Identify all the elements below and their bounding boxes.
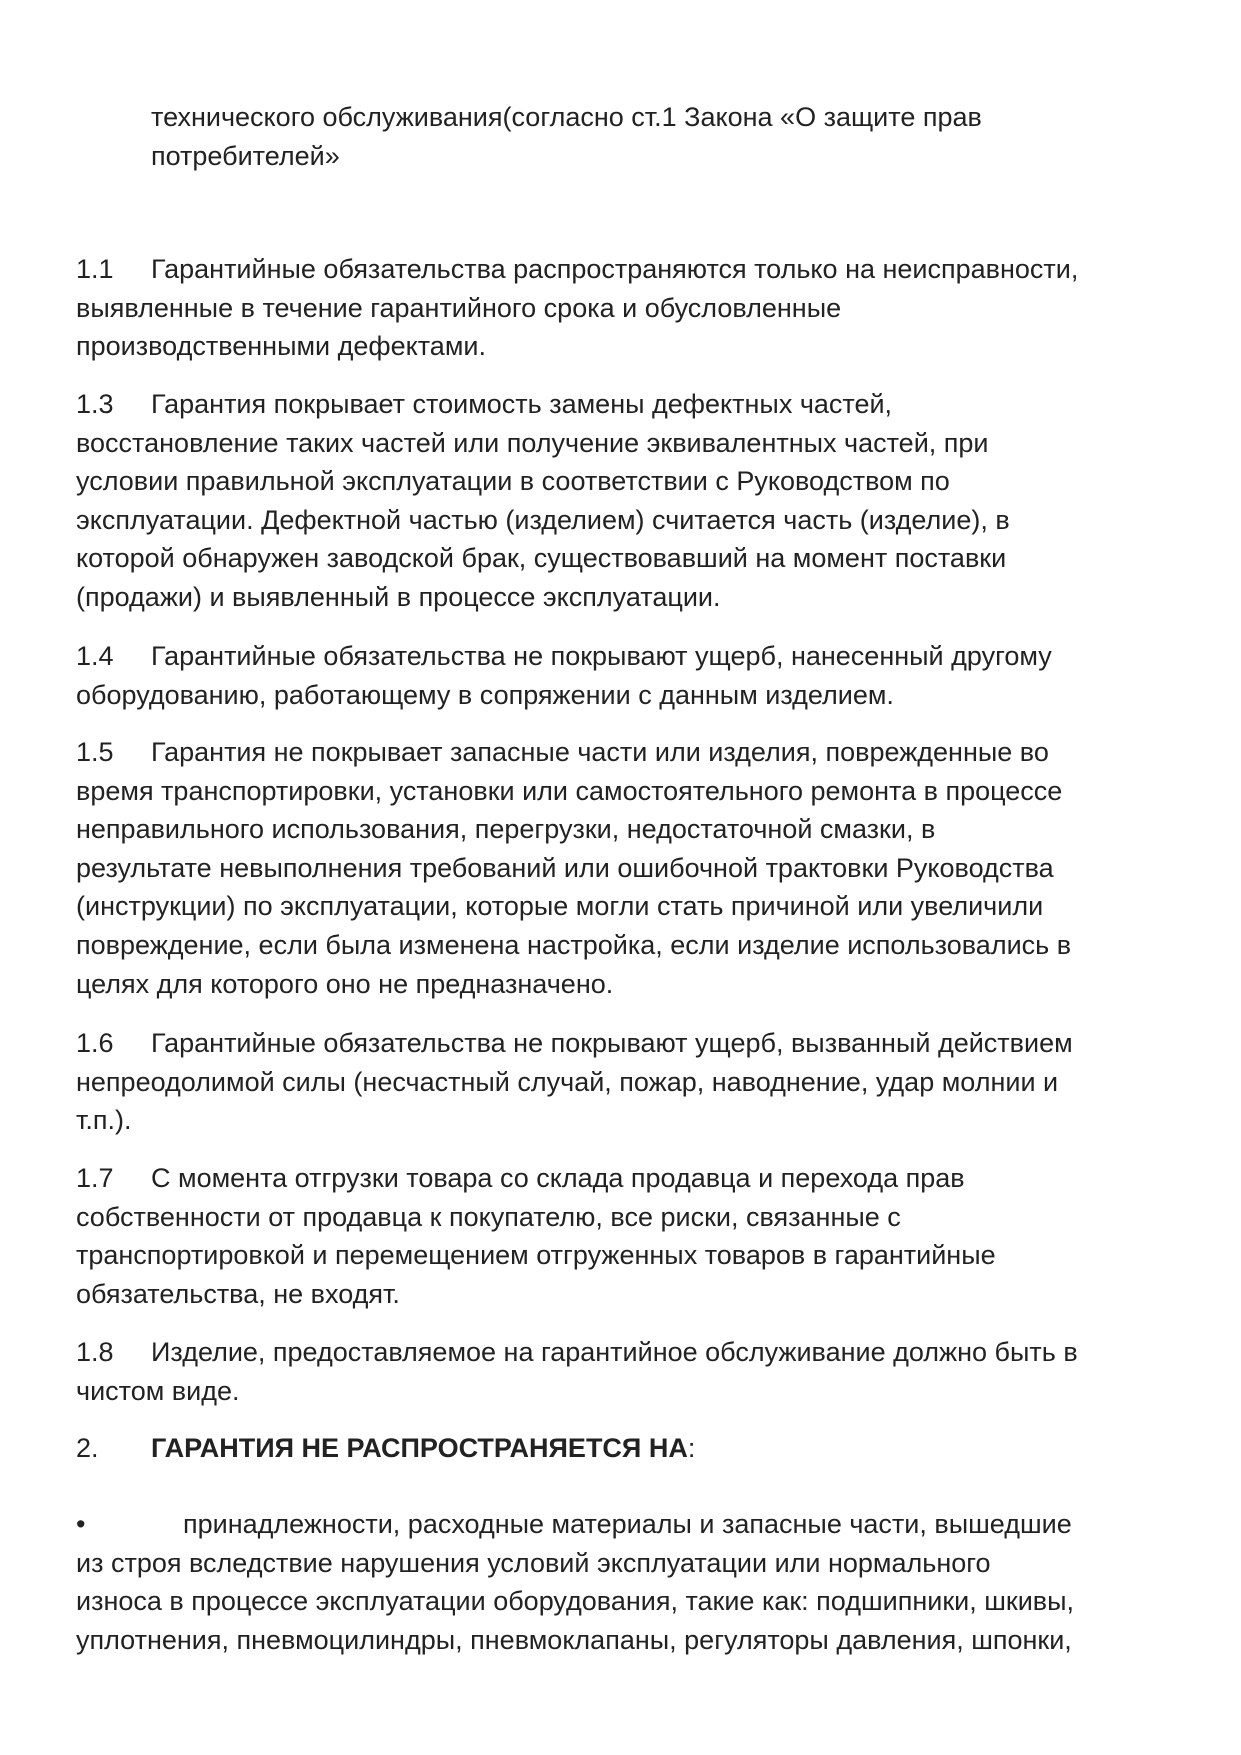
clause-1-6 <box>76 1024 1186 1140</box>
clause-line: целях для которого оно не предназначено. <box>76 968 614 999</box>
section-title: ГАРАНТИЯ НЕ РАСПРОСТРАНЯЕТСЯ НА <box>151 1433 688 1463</box>
clause-number: 1.7 <box>76 1163 114 1193</box>
clause-line: (продажи) и выявленный в процессе эксплуатации. <box>76 581 721 612</box>
clause-line: транспортировкой и перемещением отгруженных товаров в гарантийные <box>76 1240 996 1271</box>
bullet-item <box>76 1505 1186 1659</box>
clause-line: обязательства, не входят. <box>76 1278 400 1309</box>
clause-number: 1.3 <box>76 389 114 419</box>
clause-line: С момента отгрузки товара со склада продавца и перехода прав <box>151 1163 965 1193</box>
clause-line: Изделие, предоставляемое на гарантийное обслуживание должно быть в <box>151 1337 1078 1367</box>
clause-line: производственными дефектами. <box>76 331 486 362</box>
clause-line: Гарантия не покрывает запасные части или изделия, поврежденные во <box>151 737 1049 767</box>
clause-line: Гарантийные обязательства распространяются только на неисправности, <box>151 254 1079 284</box>
clause-line: Гарантия покрывает стоимость замены дефектных частей, <box>151 389 893 419</box>
section-number: 2. <box>76 1433 99 1463</box>
intro-paragraph <box>151 98 1151 175</box>
clause-number: 1.4 <box>76 641 114 671</box>
clause-number: 1.1 <box>76 254 114 284</box>
bullet-line: из строя вследствие нарушения условий эксплуатации или нормального <box>76 1547 991 1578</box>
bullet-line: износа в процессе эксплуатации оборудования, такие как: подшипники, шкивы, <box>76 1586 1075 1617</box>
clause-line: т.п.). <box>76 1105 132 1136</box>
clause-line: чистом виде. <box>76 1375 240 1406</box>
clause-line: собственности от продавца к покупателю, все риски, связанные с <box>76 1201 901 1232</box>
clause-line: восстановление таких частей или получение эквивалентных частей, при <box>76 427 989 458</box>
clause-line: оборудованию, работающему в сопряжении с данным изделием. <box>76 679 894 710</box>
clause-line: неправильного использования, перегрузки, недостаточной смазки, в <box>76 814 936 845</box>
clause-line: которой обнаружен заводской брак, существовавший на момент поставки <box>76 543 1007 574</box>
clause-line: эксплуатации. Дефектной частью (изделием) считается часть (изделие), в <box>76 504 1010 535</box>
clause-line: результате невыполнения требований или ошибочной трактовки Руководства <box>76 852 1054 883</box>
clause-1-4 <box>76 637 1186 714</box>
section-title-suffix: : <box>687 1433 696 1463</box>
clause-line: повреждение, если была изменена настройка, если изделие использовались в <box>76 929 1072 960</box>
clause-line: время транспортировки, установки или самостоятельного ремонта в процессе <box>76 775 1063 806</box>
clause-number: 1.6 <box>76 1028 114 1058</box>
intro-line: технического обслуживания(согласно ст.1 Закона «О защите прав <box>151 102 982 132</box>
clause-1-8 <box>76 1333 1186 1410</box>
clause-line: (инструкции) по эксплуатации, которые могли стать причиной или увеличили <box>76 891 1044 922</box>
clause-1-5 <box>76 733 1186 1003</box>
clause-1-3 <box>76 385 1186 617</box>
clause-line: Гарантийные обязательства не покрывают ущерб, нанесенный другому <box>151 641 1052 671</box>
bullet-line: принадлежности, расходные материалы и запасные части, вышедшие <box>183 1509 1072 1539</box>
bullet-line: уплотнения, пневмоцилиндры, пневмоклапаны, регуляторы давления, шпонки, <box>76 1624 1072 1655</box>
clause-1-1 <box>76 250 1186 366</box>
clause-number: 1.8 <box>76 1337 114 1367</box>
section-2-heading <box>76 1429 1186 1468</box>
clause-line: условии правильной эксплуатации в соответствии с Руководством по <box>76 466 950 497</box>
clause-1-7 <box>76 1159 1186 1313</box>
intro-line: потребителей» <box>151 140 340 171</box>
clause-number: 1.5 <box>76 737 114 767</box>
clause-line: выявленные в течение гарантийного срока и обусловленные <box>76 292 842 323</box>
clause-line: непреодолимой силы (несчастный случай, пожар, наводнение, удар молнии и <box>76 1066 1059 1097</box>
bullet-mark: • <box>76 1509 86 1539</box>
clause-line: Гарантийные обязательства не покрывают ущерб, вызванный действием <box>151 1028 1073 1058</box>
